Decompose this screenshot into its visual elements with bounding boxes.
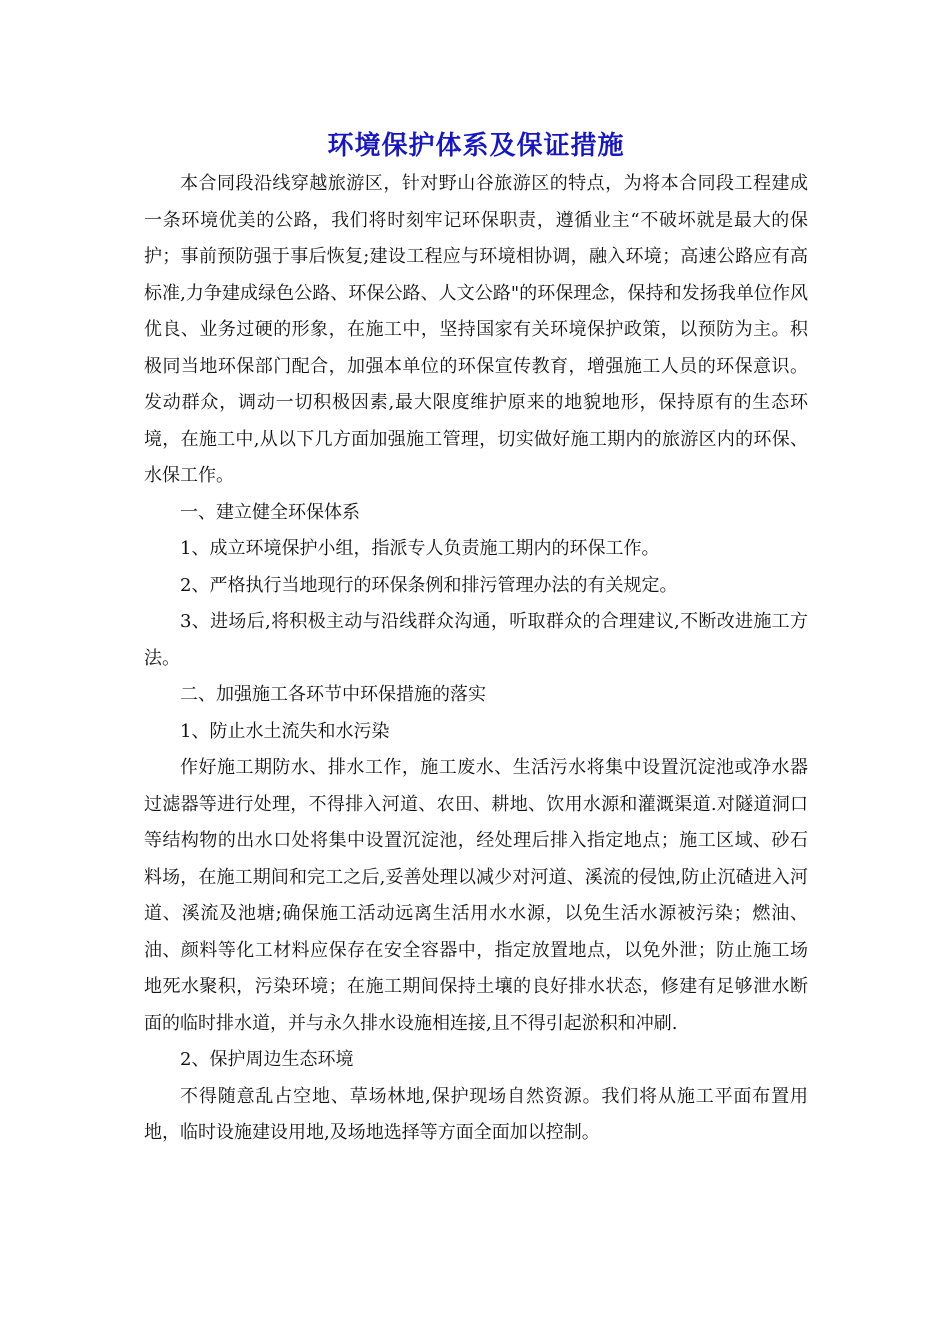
list-item: 1、成立环境保护小组，指派专人负责施工期内的环保工作。 xyxy=(180,538,660,559)
document-page xyxy=(144,128,808,1152)
subsection-heading: 2、保护周边生态环境 xyxy=(180,1049,354,1070)
paragraph-body: 不得随意乱占空地、草场林地,保护现场自然资源。我们将从施工平面布置用地，临时设施建设用地,及场地选择等方面全面加以控制。 xyxy=(144,1085,808,1143)
list-item: 3、进场后,将积极主动与沿线群众沟通，听取群众的合理建议,不断改进施工方法。 xyxy=(144,611,808,669)
document-title: 环境保护体系及保证措施 xyxy=(327,131,625,161)
section-heading-1: 一、建立健全环保体系 xyxy=(180,501,360,523)
paragraph-body: 作好施工期防水、排水工作，施工废水、生活污水将集中设置沉淀池或净水器过滤器等进行处理，不得排入河道、农田、耕地、饮用水源和灌溉渠道.对隧道洞口等结构物的出水口处将集中设置沉淀池，经处理后排入指定地点；施工区域、砂石料场，在施工期间和完工之后,妥善处理以减少对河道、溪流的侵蚀,防止沉碴进入河道、溪流及池塘;确保施工活动远离生活用水水源，以免生活水源被污染；燃油、油、颜料等化工材料应保存在安全容器中，指定放置地点，以免外泄；防止施工场地死水聚积，污染环境；在施工期间保持土壤的良好排水状态，修建有足够泄水断面的临时排水道，并与永久排水设施相连接,且不得引起淤积和冲刷. xyxy=(144,757,808,1034)
paragraph-intro: 本合同段沿线穿越旅游区，针对野山谷旅游区的特点，为将本合同段工程建成一条环境优美的公路，我们将时刻牢记环保职责，遵循业主“不破坏就是最大的保护；事前预防强于事后恢复;建设工程应与环境相协调，融入环境；高速公路应有高标准,力争建成绿色公路、环保公路、人文公路"的环保理念，保持和发扬我单位作风优良、业务过硬的形象，在施工中，坚持国家有关环境保护政策，以预防为主。积极同当地环保部门配合，加强本单位的环保宣传教育，增强施工人员的环保意识。发动群众，调动一切积极因素,最大限度维护原来的地貌地形，保持原有的生态环境，在施工中,从以下几方面加强施工管理，切实做好施工期内的旅游区内的环保、水保工作。 xyxy=(144,173,808,486)
list-item: 2、严格执行当地现行的环保条例和排污管理办法的有关规定。 xyxy=(180,574,678,596)
section-heading-2: 二、加强施工各环节中环保措施的落实 xyxy=(180,684,486,705)
subsection-heading: 1、防止水土流失和水污染 xyxy=(180,720,390,742)
